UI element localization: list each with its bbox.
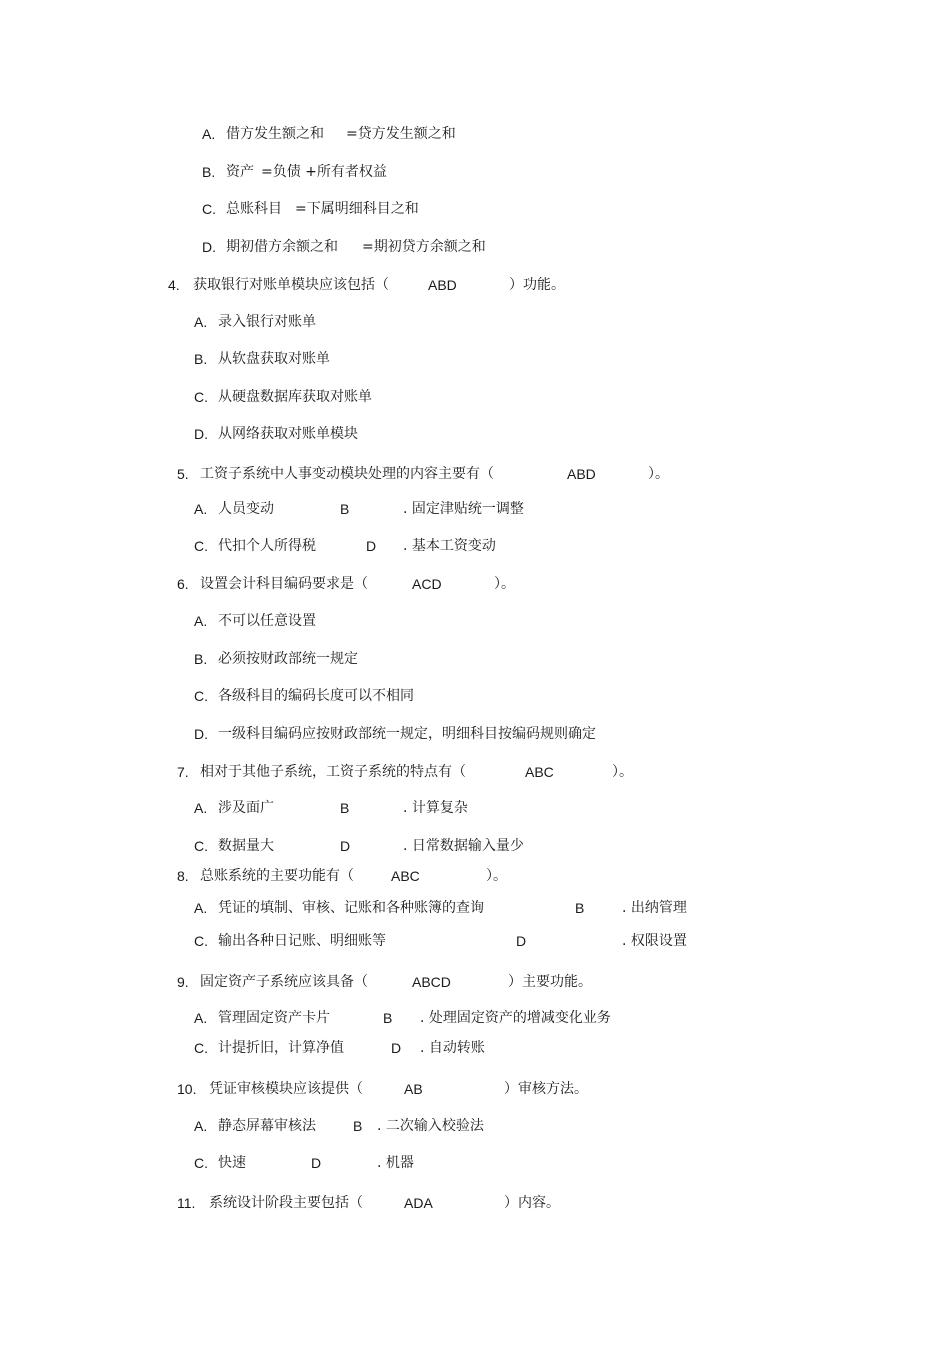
q4-option-d-label: D.	[194, 426, 208, 442]
q8-option-a-label: A.	[194, 900, 208, 916]
q8-option-b-text: . 出纳管理	[622, 900, 687, 916]
q5-option-a-label: A.	[194, 501, 208, 517]
q7-answer: ABC	[525, 764, 554, 780]
q3-option-a-equation: =贷方发生额之和	[346, 126, 456, 142]
q7-option-d-label: D	[340, 838, 351, 854]
q8-option-a-text: 凭证的填制、审核、记账和各种账簿的查询	[218, 900, 484, 916]
q7-stem: 相对于其他子系统，工资子系统的特点有（	[200, 764, 466, 780]
q10-option-c-text: 快速	[218, 1155, 246, 1171]
q9-option-a-text: 管理固定资产卡片	[218, 1010, 330, 1026]
q5-option-d-label: D	[366, 538, 377, 554]
q8-stem: 总账系统的主要功能有（	[200, 868, 354, 884]
q4-number: 4.	[168, 277, 180, 293]
q6-option-d-label: D.	[194, 726, 208, 742]
q7-number: 7.	[177, 764, 189, 780]
q8-option-c-text: 输出各种日记账、明细账等	[218, 933, 386, 949]
q4-option-c-label: C.	[194, 389, 208, 405]
q9-option-b-label: B	[383, 1010, 393, 1026]
q9-stem: 固定资产子系统应该具备（	[200, 974, 368, 990]
q6-answer: ACD	[412, 576, 442, 592]
q7-option-d-text: . 日常数据输入量少	[403, 838, 524, 854]
q9-option-b-text: . 处理固定资产的增减变化业务	[420, 1010, 611, 1026]
q5-stem-end: ）。	[648, 466, 669, 482]
q3-option-a-label: A.	[202, 126, 216, 142]
q10-option-c-label: C.	[194, 1155, 208, 1171]
q3-option-d-label: D.	[202, 239, 216, 255]
q6-number: 6.	[177, 576, 189, 592]
q8-option-d-text: . 权限设置	[622, 933, 687, 949]
q9-option-a-label: A.	[194, 1010, 208, 1026]
q4-answer: ABD	[428, 277, 457, 293]
q8-stem-end: ）。	[486, 868, 507, 884]
q5-option-a-text: 人员变动	[218, 501, 274, 517]
q4-option-a-label: A.	[194, 314, 208, 330]
q10-option-d-text: . 机器	[377, 1155, 414, 1171]
q11-stem: 系统设计阶段主要包括（	[209, 1195, 363, 1211]
q8-answer: ABC	[391, 868, 420, 884]
q7-option-a-label: A.	[194, 800, 208, 816]
q8-option-d-label: D	[516, 933, 527, 949]
q10-number: 10.	[177, 1081, 197, 1097]
q6-option-c-label: C.	[194, 688, 208, 704]
q5-option-c-label: C.	[194, 538, 208, 554]
q7-option-c-label: C.	[194, 838, 208, 854]
q7-option-c-text: 数据量大	[218, 838, 274, 854]
q3-option-b-text: 资产	[226, 164, 254, 180]
q10-option-d-label: D	[311, 1155, 322, 1171]
q9-option-d-label: D	[391, 1040, 402, 1056]
q9-number: 9.	[177, 974, 189, 990]
q6-option-a-label: A.	[194, 613, 208, 629]
q4-option-c-text: 从硬盘数据库获取对账单	[218, 389, 372, 405]
q3-option-c-equation: =下属明细科目之和	[295, 201, 419, 217]
q3-option-c-label: C.	[202, 201, 216, 217]
q11-stem-end: ）内容。	[504, 1195, 560, 1211]
q9-option-c-text: 计提折旧，计算净值	[218, 1040, 344, 1056]
q10-option-a-text: 静态屏幕审核法	[218, 1118, 316, 1134]
q4-option-d-text: 从网络获取对账单模块	[218, 426, 358, 442]
q8-option-c-label: C.	[194, 933, 208, 949]
q5-option-d-text: . 基本工资变动	[403, 538, 496, 554]
q5-option-c-text: 代扣个人所得税	[218, 538, 316, 554]
q10-stem: 凭证审核模块应该提供（	[209, 1081, 363, 1097]
q3-option-b-equation: =负债 +所有者权益	[261, 164, 387, 180]
q10-option-b-text: . 二次输入校验法	[377, 1118, 484, 1134]
q8-option-b-label: B	[575, 900, 585, 916]
q8-number: 8.	[177, 868, 189, 884]
q9-answer: ABCD	[412, 974, 451, 990]
q6-stem: 设置会计科目编码要求是（	[200, 576, 368, 592]
q3-option-d-equation: =期初贷方余额之和	[362, 239, 486, 255]
q3-option-b-label: B.	[202, 164, 216, 180]
q7-option-a-text: 涉及面广	[218, 800, 274, 816]
q10-option-a-label: A.	[194, 1118, 208, 1134]
q6-option-b-label: B.	[194, 651, 208, 667]
q6-stem-end: ）。	[494, 576, 515, 592]
q9-option-c-label: C.	[194, 1040, 208, 1056]
q5-option-b-text: . 固定津贴统一调整	[403, 501, 524, 517]
q7-stem-end: ）。	[612, 764, 633, 780]
q4-option-a-text: 录入银行对账单	[218, 314, 316, 330]
q5-answer: ABD	[567, 466, 596, 482]
q6-option-c-text: 各级科目的编码长度可以不相同	[218, 688, 414, 704]
q6-option-b-text: 必须按财政部统一规定	[218, 651, 358, 667]
q9-stem-end: ）主要功能。	[508, 974, 592, 990]
q4-stem-end: ）功能。	[509, 277, 565, 293]
q3-option-a-text: 借方发生额之和	[226, 126, 324, 142]
q7-option-b-label: B	[340, 800, 350, 816]
q11-number: 11.	[177, 1195, 196, 1211]
q10-stem-end: ）审核方法。	[504, 1081, 588, 1097]
q9-option-d-text: . 自动转账	[420, 1040, 485, 1056]
q4-option-b-text: 从软盘获取对账单	[218, 351, 330, 367]
q5-stem: 工资子系统中人事变动模块处理的内容主要有（	[200, 466, 494, 482]
q5-number: 5.	[177, 466, 189, 482]
q4-stem: 获取银行对账单模块应该包括（	[193, 277, 389, 293]
q6-option-d-text: 一级科目编码应按财政部统一规定，明细科目按编码规则确定	[218, 726, 596, 742]
q11-answer: ADA	[404, 1195, 433, 1211]
q6-option-a-text: 不可以任意设置	[218, 613, 316, 629]
q3-option-c-text: 总账科目	[226, 201, 282, 217]
q3-option-d-text: 期初借方余额之和	[226, 239, 338, 255]
q5-option-b-label: B	[340, 501, 350, 517]
q4-option-b-label: B.	[194, 351, 208, 367]
q10-option-b-label: B	[353, 1118, 363, 1134]
q7-option-b-text: . 计算复杂	[403, 800, 468, 816]
q10-answer: AB	[404, 1081, 423, 1097]
